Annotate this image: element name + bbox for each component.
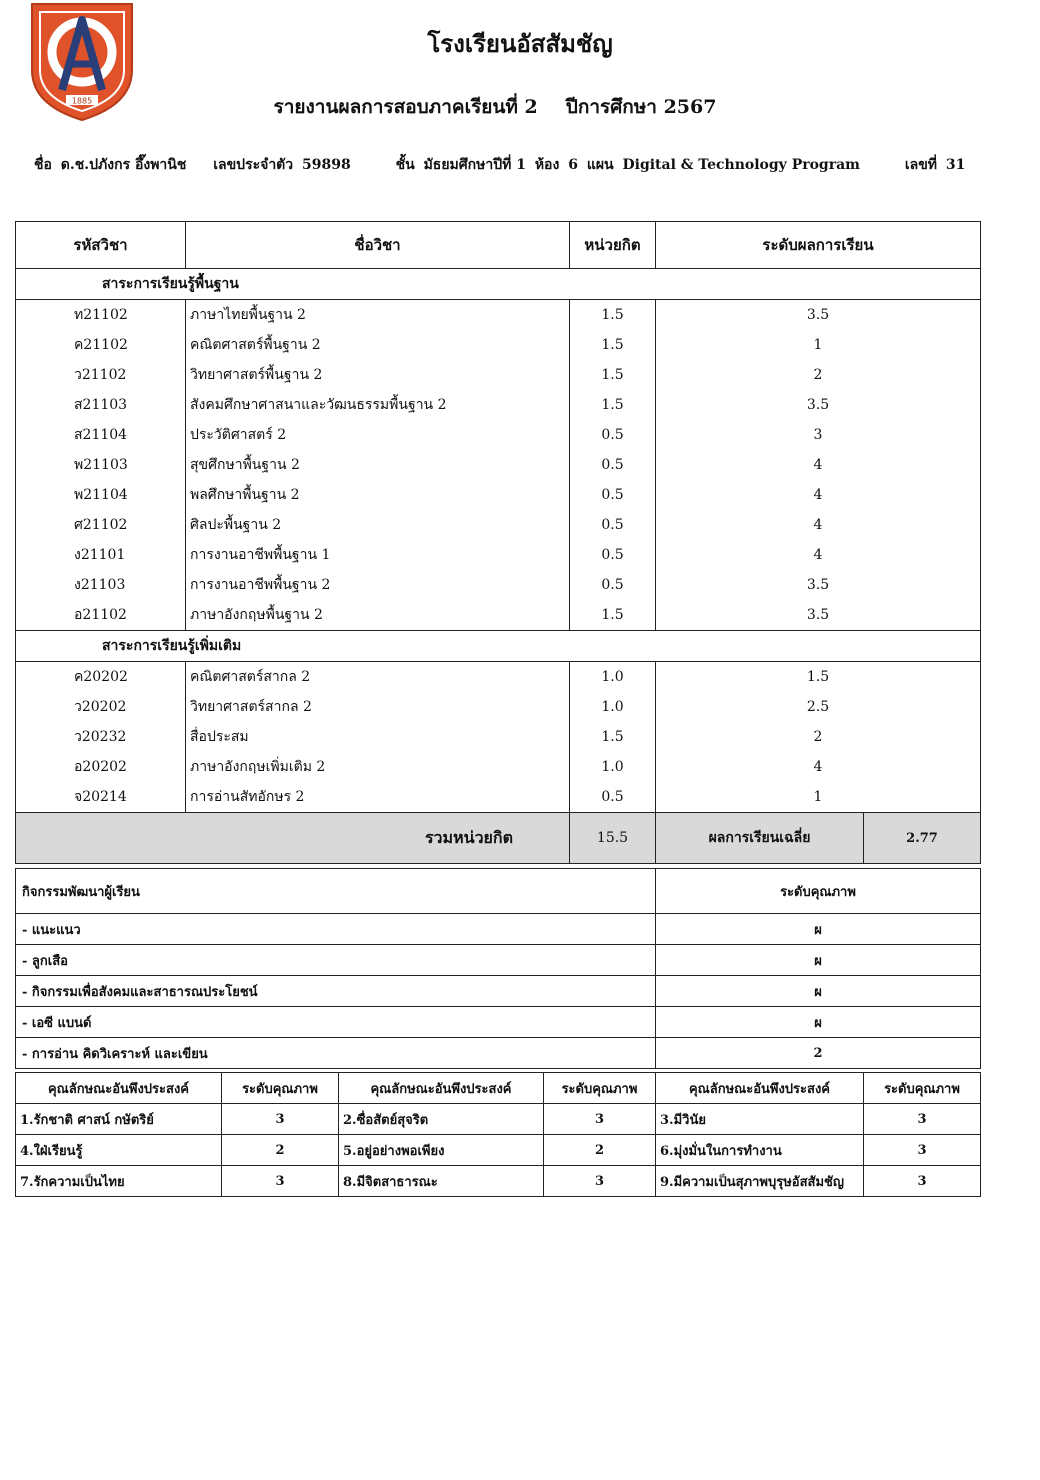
summary-row: [16, 813, 981, 864]
subject-code: พ21103: [16, 450, 186, 480]
trait-name: 4.ใฝ่เรียนรู้: [16, 1135, 222, 1166]
subject-name: ภาษาไทยพื้นฐาน 2: [186, 300, 570, 331]
room-label: ห้อง: [534, 157, 560, 173]
subject-credits: 0.5: [570, 570, 656, 600]
grades-table: [15, 221, 981, 864]
subject-code: ค21102: [16, 330, 186, 360]
student-class: มัธยมศึกษาปีที่ 1: [423, 157, 526, 173]
subject-credits: 0.5: [570, 540, 656, 570]
subject-code: ง21103: [16, 570, 186, 600]
subject-code: ค20202: [16, 662, 186, 693]
activity-result: ผ: [656, 914, 981, 945]
subject-name: สุขศึกษาพื้นฐาน 2: [186, 450, 570, 480]
subject-code: อ21102: [16, 600, 186, 631]
svg-text:1885: 1885: [71, 96, 93, 106]
subject-name: คณิตศาสตร์พื้นฐาน 2: [186, 330, 570, 360]
subject-grade: 3.5: [656, 300, 981, 331]
trait-name: 6.มุ่งมั่นในการทำงาน: [656, 1135, 864, 1166]
subject-name: ประวัติศาสตร์ 2: [186, 420, 570, 450]
subject-code: อ20202: [16, 752, 186, 782]
trait-header: คุณลักษณะอันพึงประสงค์: [656, 1073, 864, 1104]
trait-level: 3: [864, 1104, 981, 1135]
gpa-label: ผลการเรียนเฉลี่ย: [656, 813, 864, 864]
subject-grade: 1: [656, 782, 981, 813]
subject-grade: 3: [656, 420, 981, 450]
subject-row: [16, 330, 981, 360]
level-header: ระดับคุณภาพ: [864, 1073, 981, 1104]
student-room: 6: [568, 157, 578, 173]
activity-row: [16, 945, 981, 976]
id-label: เลขประจำตัว: [213, 157, 294, 173]
activity-name: - แนะแนว: [16, 914, 656, 945]
subject-code: ว20232: [16, 722, 186, 752]
subject-credits: 1.5: [570, 722, 656, 752]
student-info: [34, 154, 1024, 176]
subject-row: [16, 390, 981, 420]
subject-row: [16, 480, 981, 510]
total-credits: 15.5: [570, 813, 656, 864]
report-title: รายงานผลการสอบภาคเรียนที่ 2: [273, 96, 538, 118]
trait-name: 2.ซื่อสัตย์สุจริต: [339, 1104, 544, 1135]
student-number: 31: [945, 157, 966, 173]
activity-result: 2: [656, 1038, 981, 1069]
subject-name: ภาษาอังกฤษเพิ่มเติม 2: [186, 752, 570, 782]
academic-year: ปีการศึกษา 2567: [565, 96, 717, 118]
subject-credits: 1.0: [570, 692, 656, 722]
subject-credits: 0.5: [570, 510, 656, 540]
subject-credits: 1.0: [570, 752, 656, 782]
activity-name: - การอ่าน คิดวิเคราะห์ และเขียน: [16, 1038, 656, 1069]
subject-name: ศิลปะพื้นฐาน 2: [186, 510, 570, 540]
header-grade: ระดับผลการเรียน: [656, 222, 981, 269]
trait-level: 2: [544, 1135, 656, 1166]
trait-name: 8.มีจิตสาธารณะ: [339, 1166, 544, 1197]
activity-row: [16, 976, 981, 1007]
trait-header: คุณลักษณะอันพึงประสงค์: [339, 1073, 544, 1104]
class-label: ชั้น: [395, 157, 415, 173]
subject-credits: 1.5: [570, 360, 656, 390]
activity-name: - เอซี แบนด์: [16, 1007, 656, 1038]
activity-result: ผ: [656, 1007, 981, 1038]
subject-row: [16, 692, 981, 722]
trait-name: 7.รักความเป็นไทย: [16, 1166, 222, 1197]
report-title-line: [0, 92, 990, 122]
subject-row: [16, 510, 981, 540]
subject-code: ส21104: [16, 420, 186, 450]
subject-code: ว21102: [16, 360, 186, 390]
subject-name: วิทยาศาสตร์สากล 2: [186, 692, 570, 722]
subject-code: ส21103: [16, 390, 186, 420]
subject-row: [16, 420, 981, 450]
subject-row: [16, 722, 981, 752]
trait-row: [16, 1135, 981, 1166]
header-code: รหัสวิชา: [16, 222, 186, 269]
subject-name: สื่อประสม: [186, 722, 570, 752]
subject-name: สังคมศึกษาศาสนาและวัฒนธรรมพื้นฐาน 2: [186, 390, 570, 420]
subject-name: ภาษาอังกฤษพื้นฐาน 2: [186, 600, 570, 631]
subject-credits: 1.5: [570, 330, 656, 360]
subject-credits: 1.5: [570, 600, 656, 631]
subject-grade: 4: [656, 540, 981, 570]
trait-name: 1.รักชาติ ศาสน์ กษัตริย์: [16, 1104, 222, 1135]
activity-name: - กิจกรรมเพื่อสังคมและสาธารณประโยชน์: [16, 976, 656, 1007]
subject-credits: 1.5: [570, 390, 656, 420]
subject-row: [16, 782, 981, 813]
subject-grade: 3.5: [656, 390, 981, 420]
total-credits-label: รวมหน่วยกิต: [16, 813, 570, 864]
student-name: ด.ช.ปภังกร อึ๊งพานิช: [60, 157, 187, 173]
subject-grade: 4: [656, 450, 981, 480]
header-credits: หน่วยกิต: [570, 222, 656, 269]
student-id: 59898: [302, 157, 351, 173]
subject-name: การงานอาชีพพื้นฐาน 2: [186, 570, 570, 600]
subject-credits: 0.5: [570, 782, 656, 813]
subject-grade: 4: [656, 752, 981, 782]
subject-row: [16, 600, 981, 631]
trait-level: 3: [864, 1166, 981, 1197]
subject-row: [16, 450, 981, 480]
group-extra-label: สาระการเรียนรู้เพิ่มเติม: [16, 631, 981, 662]
student-program: Digital & Technology Program: [622, 157, 860, 173]
subject-credits: 1.5: [570, 300, 656, 331]
group-basic-label: สาระการเรียนรู้พื้นฐาน: [16, 269, 981, 300]
subject-row: [16, 662, 981, 693]
trait-name: 9.มีความเป็นสุภาพบุรุษอัสสัมชัญ: [656, 1166, 864, 1197]
trait-row: [16, 1104, 981, 1135]
subject-row: [16, 752, 981, 782]
activity-result: ผ: [656, 976, 981, 1007]
subject-row: [16, 570, 981, 600]
subject-code: ศ21102: [16, 510, 186, 540]
activity-name: - ลูกเสือ: [16, 945, 656, 976]
subject-grade: 2: [656, 722, 981, 752]
trait-level: 3: [544, 1104, 656, 1135]
activities-header: กิจกรรมพัฒนาผู้เรียน: [16, 869, 656, 914]
level-header: ระดับคุณภาพ: [222, 1073, 339, 1104]
subject-credits: 0.5: [570, 420, 656, 450]
school-name: โรงเรียนอัสสัมชัญ: [427, 29, 613, 58]
subject-row: [16, 300, 981, 331]
trait-header: คุณลักษณะอันพึงประสงค์: [16, 1073, 222, 1104]
subject-name: การอ่านสัทอักษร 2: [186, 782, 570, 813]
activity-row: [16, 1038, 981, 1069]
subject-code: ว20202: [16, 692, 186, 722]
activity-row: [16, 1007, 981, 1038]
program-label: แผน: [586, 157, 614, 173]
subject-grade: 2.5: [656, 692, 981, 722]
gpa-value: 2.77: [864, 813, 981, 864]
subject-code: ท21102: [16, 300, 186, 331]
subject-grade: 4: [656, 480, 981, 510]
trait-name: 3.มีวินัย: [656, 1104, 864, 1135]
subject-code: พ21104: [16, 480, 186, 510]
subject-name: วิทยาศาสตร์พื้นฐาน 2: [186, 360, 570, 390]
subject-grade: 2: [656, 360, 981, 390]
subject-grade: 1.5: [656, 662, 981, 693]
activity-row: [16, 914, 981, 945]
subject-grade: 4: [656, 510, 981, 540]
trait-level: 2: [222, 1135, 339, 1166]
trait-level: 3: [222, 1166, 339, 1197]
subject-grade: 3.5: [656, 600, 981, 631]
trait-level: 3: [544, 1166, 656, 1197]
subject-name: การงานอาชีพพื้นฐาน 1: [186, 540, 570, 570]
trait-row: [16, 1166, 981, 1197]
level-header: ระดับคุณภาพ: [544, 1073, 656, 1104]
subject-name: คณิตศาสตร์สากล 2: [186, 662, 570, 693]
subject-grade: 1: [656, 330, 981, 360]
subject-credits: 0.5: [570, 450, 656, 480]
subject-grade: 3.5: [656, 570, 981, 600]
subject-credits: 1.0: [570, 662, 656, 693]
trait-level: 3: [864, 1135, 981, 1166]
subject-row: [16, 540, 981, 570]
activities-table: [15, 868, 981, 1069]
activity-result: ผ: [656, 945, 981, 976]
trait-name: 5.อยู่อย่างพอเพียง: [339, 1135, 544, 1166]
subject-credits: 0.5: [570, 480, 656, 510]
subject-code: ง21101: [16, 540, 186, 570]
subject-row: [16, 360, 981, 390]
subject-name: พลศึกษาพื้นฐาน 2: [186, 480, 570, 510]
number-label: เลขที่: [904, 157, 938, 173]
subject-code: จ20214: [16, 782, 186, 813]
trait-level: 3: [222, 1104, 339, 1135]
header-name: ชื่อวิชา: [186, 222, 570, 269]
activities-quality-header: ระดับคุณภาพ: [656, 869, 981, 914]
traits-table: [15, 1072, 981, 1197]
name-label: ชื่อ: [34, 157, 52, 173]
